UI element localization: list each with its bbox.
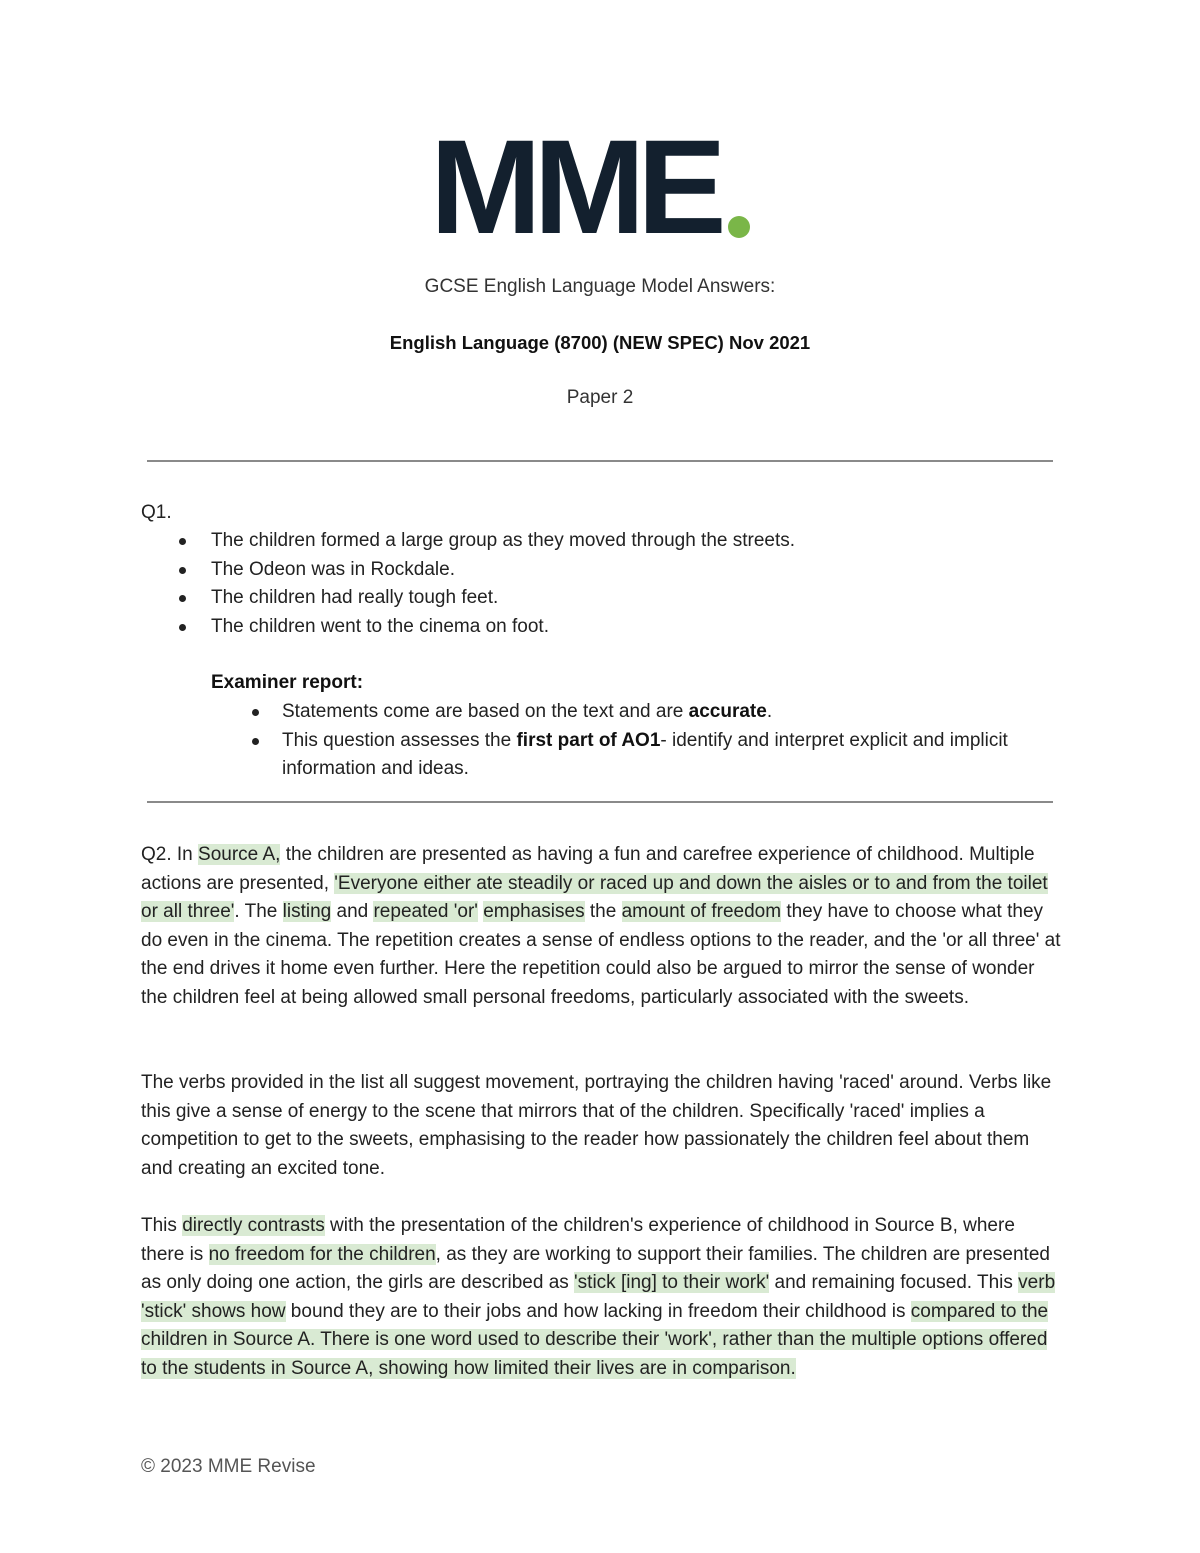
text-run: the <box>584 901 622 923</box>
statement-text: The children had really tough feet. <box>211 587 499 609</box>
highlighted-text: compared to the children in Source A. There is one word used to describe their 'work', rather than the multiple options offered to the students in Source A, showing how limited their lives are in comparison <box>141 1300 1049 1379</box>
point-text: Statements come are based on the text and are <box>282 701 689 722</box>
exam-title: English Language (8700) (NEW SPEC) Nov 2021 <box>389 332 811 353</box>
highlighted-quote: 'Everyone either ate steadily or raced up and down the aisles or to and from the toilet or all three' <box>141 872 1048 923</box>
bullet-icon <box>179 624 186 631</box>
bullet-icon <box>252 709 259 716</box>
text-run: the children are presented as having a fun and carefree experience of childhood. Multiple actions are presented, <box>141 844 1035 894</box>
point-text: This question assesses the <box>282 729 517 751</box>
examiner-report-heading: Examiner report: <box>211 672 364 693</box>
text-run: bound they are to their jobs and how lacking in freedom their childhood is <box>285 1300 911 1322</box>
text-run: and <box>331 901 374 923</box>
copyright-footer: © 2023 MME Revise <box>141 1456 316 1477</box>
mme-logo <box>430 113 770 262</box>
bullet-icon <box>179 595 186 602</box>
statement-text: The Odeon was in Rockdale. <box>211 558 455 580</box>
bullet-icon <box>179 538 186 545</box>
text-run: . <box>790 1357 796 1379</box>
text-run: Q2. In <box>141 844 199 865</box>
q2-paragraph-2: The verbs provided in the list all suggest movement, portraying the children having 'raced' around. Verbs like this give a sense of energy to the scene that mirrors that of the children. Specifically 'raced' implies a competition to get to the sweets, emphasising to the reader how passionately the children feel about them and creating an excited tone. <box>141 1072 1052 1179</box>
highlighted-quote: 'stick [ing] to their work' <box>574 1272 770 1294</box>
highlighted-text: Source A, <box>198 844 281 865</box>
text-run: . The <box>234 901 283 923</box>
list-item <box>211 584 1071 613</box>
text-run: with the presentation of the children's experience of childhood in Source B, where there is <box>141 1215 1015 1265</box>
logo-text: MME <box>430 113 719 262</box>
point-emphasis: first part of AO1 <box>516 729 661 751</box>
highlighted-text: no freedom for the children <box>208 1243 436 1265</box>
q2-paragraph-3 <box>141 1212 1061 1384</box>
bullet-icon <box>252 738 259 745</box>
highlighted-text: repeated 'or' <box>373 901 478 923</box>
logo-dot-icon <box>728 216 750 238</box>
list-item <box>282 698 1052 727</box>
text-run: , as they are working to support their families. The children are presented as only doing one action, the girls are described as <box>141 1243 1050 1294</box>
section-divider <box>147 801 1053 803</box>
document-subtitle: GCSE English Language Model Answers: <box>424 276 776 297</box>
q2-paragraph-1 <box>141 841 1061 1013</box>
q1-statements-list <box>211 527 1071 641</box>
point-text: . <box>766 701 773 722</box>
list-item <box>211 527 1071 556</box>
text-run: and remaining focused. This <box>769 1272 1019 1294</box>
examiner-report-list <box>282 698 1052 780</box>
paper-number: Paper 2 <box>566 387 634 408</box>
highlighted-text: emphasises <box>483 901 585 923</box>
highlighted-text: verb 'stick' shows how <box>141 1272 1056 1322</box>
text-run: This <box>141 1215 183 1236</box>
point-emphasis: accurate <box>688 701 767 722</box>
highlighted-text: listing <box>282 901 332 923</box>
list-item <box>211 556 1071 585</box>
statement-text: The children went to the cinema on foot. <box>211 615 549 637</box>
text-run: they have to choose what they do even in the cinema. The repetition creates a sense of endless options to the reader, and the 'or all three' at the end drives it home even further. Here the repetition could also be argued to mirror the sense of wonder the children feel at being allowed small personal freedoms, particularly associated with the sweets. <box>141 901 1061 1008</box>
list-item <box>211 613 1071 642</box>
section-divider <box>147 460 1053 462</box>
highlighted-text: amount of freedom <box>621 901 782 923</box>
bullet-icon <box>179 567 186 574</box>
point-text: - identify and interpret explicit and implicit information and ideas. <box>282 729 1008 780</box>
q1-label: Q1. <box>141 502 172 523</box>
highlighted-text: directly contrasts <box>182 1215 325 1236</box>
list-item <box>282 727 1052 780</box>
statement-text: The children formed a large group as they moved through the streets. <box>211 530 796 551</box>
